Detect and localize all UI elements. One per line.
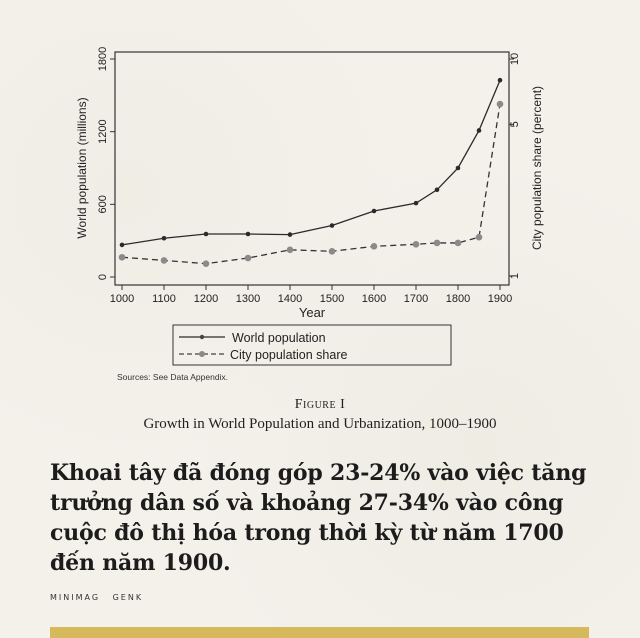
data-point (477, 128, 482, 133)
data-point (204, 232, 209, 237)
y-left-tick-label: 1800 (97, 46, 109, 72)
y-axis-right-label: City population share (percent) (530, 85, 544, 251)
data-point (476, 234, 483, 241)
x-tick-label: 1400 (277, 293, 303, 305)
data-point (245, 255, 252, 262)
x-axis-label: Year (298, 305, 326, 320)
x-tick-label: 1600 (361, 293, 387, 305)
data-point (161, 257, 168, 264)
legend-city-population-share: City population share (230, 348, 348, 362)
data-point (371, 243, 378, 250)
data-point (203, 260, 210, 267)
credit-genk: GENK (112, 593, 144, 602)
x-tick-label: 1500 (319, 293, 345, 305)
data-point (435, 188, 440, 193)
data-point (288, 232, 293, 237)
data-point (413, 241, 420, 248)
x-tick-label: 1100 (152, 293, 176, 305)
y-left-tick-label: 1200 (97, 119, 109, 144)
data-point (456, 166, 461, 171)
data-point (497, 101, 504, 108)
y-right-tick-label: 1 (509, 272, 521, 280)
data-point (120, 243, 125, 248)
figure-label: Figure I (294, 397, 346, 412)
world-population-line (122, 80, 500, 245)
data-point (414, 201, 419, 206)
data-point (329, 248, 336, 255)
credit-minimag: MINIMAG (50, 593, 101, 602)
x-tick-label: 1300 (235, 293, 261, 305)
data-point (434, 240, 441, 247)
y-right-tick-label: 5 (509, 121, 521, 128)
legend-marker-city (199, 351, 205, 357)
y-left-tick-label: 0 (97, 273, 109, 281)
data-point (119, 254, 126, 261)
y-right-tick-label: 10 (509, 52, 521, 66)
headline: Khoai tây đã đóng góp 23-24% vào việc tăng trưởng dân số và khoảng 27-34% vào công cuộc đô thị hóa trong thời kỳ từ năm 1700 đến năm 1900. (50, 460, 587, 576)
legend-marker-world (200, 335, 204, 339)
legend-world-population: World population (232, 331, 326, 345)
data-point (455, 240, 462, 247)
y-axis-left-label: World population (millions) (75, 97, 89, 239)
data-point (498, 78, 503, 83)
x-tick-label: 1900 (487, 293, 513, 305)
data-point (162, 236, 167, 241)
series (119, 78, 504, 267)
x-tick-label: 1700 (403, 293, 429, 305)
x-tick-label: 1800 (445, 293, 471, 305)
x-tick-label: 1200 (193, 293, 219, 305)
axes (97, 47, 521, 305)
gold-accent-bar (50, 627, 589, 638)
data-point (372, 209, 377, 214)
source-note: Sources: See Data Appendix. (117, 372, 229, 382)
data-point (287, 247, 294, 254)
y-left-tick-label: 600 (97, 195, 109, 214)
x-tick-label: 1000 (109, 293, 135, 305)
legend (173, 325, 451, 365)
figure-title: Growth in World Population and Urbanization, 1000–1900 (143, 416, 497, 432)
credits (50, 593, 143, 602)
data-point (330, 223, 335, 228)
data-point (246, 232, 251, 237)
